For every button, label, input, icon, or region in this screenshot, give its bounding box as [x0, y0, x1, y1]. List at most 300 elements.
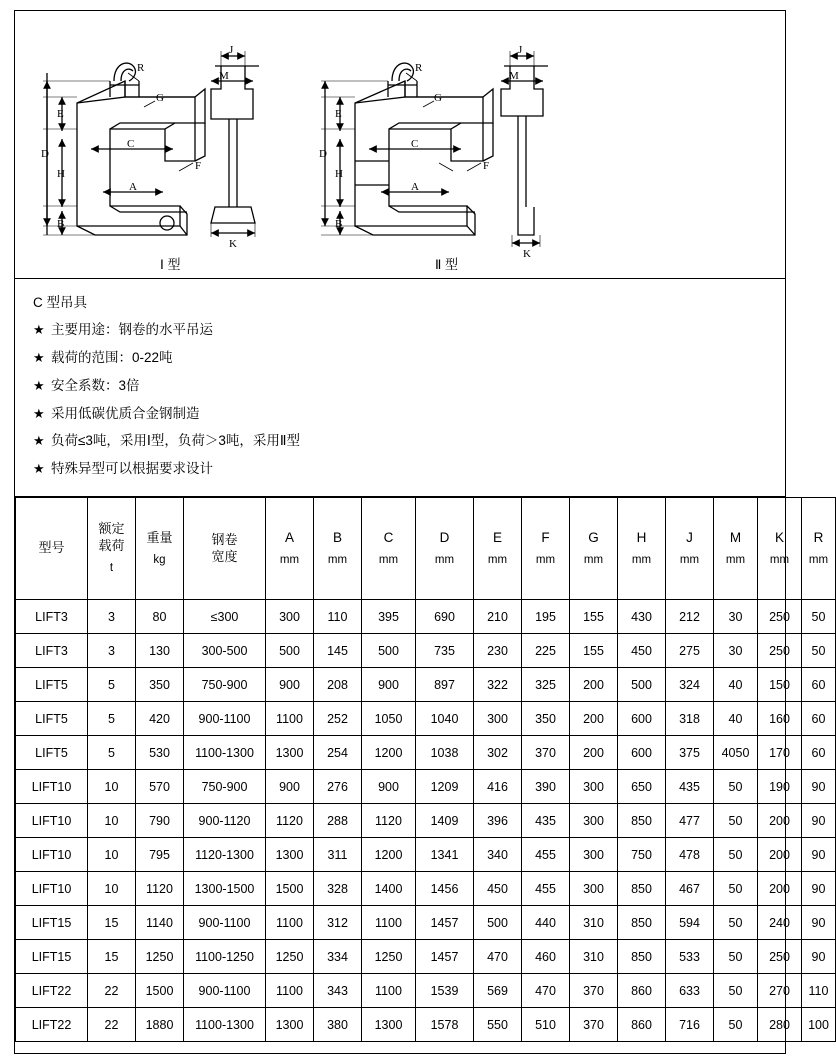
cell-F: 325 — [522, 668, 570, 702]
cell-coil-width: 900-1120 — [184, 804, 266, 838]
cell-E: 210 — [474, 600, 522, 634]
list-item — [33, 323, 785, 338]
th-E — [474, 498, 522, 600]
cell-B: 110 — [314, 600, 362, 634]
dim2-label-R: R — [415, 62, 423, 74]
cell-coil-width: 900-1100 — [184, 974, 266, 1008]
cell-A: 1100 — [266, 974, 314, 1008]
feature-text: 主要用途：钢卷的水平吊运 — [51, 322, 213, 337]
cell-coil-width: 1100-1300 — [184, 1008, 266, 1042]
dim2-label-M: M — [509, 70, 519, 82]
cell-H: 850 — [618, 872, 666, 906]
star-icon: ★ — [33, 461, 45, 477]
cell-J: 477 — [666, 804, 714, 838]
th-A-label: A — [284, 529, 294, 545]
cell-coil-width: 300-500 — [184, 634, 266, 668]
cell-K: 200 — [758, 872, 802, 906]
cell-model: LIFT22 — [16, 1008, 88, 1042]
cell-weight: 1880 — [136, 1008, 184, 1042]
cell-K: 250 — [758, 600, 802, 634]
cell-G: 200 — [570, 668, 618, 702]
th-C-label: C — [383, 529, 394, 545]
cell-J: 533 — [666, 940, 714, 974]
feature-text: 载荷的范围：0-22吨 — [51, 349, 173, 365]
cell-H: 850 — [618, 906, 666, 940]
th-R-unit: mm — [808, 553, 829, 566]
cell-G: 300 — [570, 872, 618, 906]
th-weight-unit: kg — [153, 553, 166, 566]
cell-weight: 420 — [136, 702, 184, 736]
table-row — [16, 906, 836, 940]
cell-model: LIFT15 — [16, 940, 88, 974]
cell-G: 310 — [570, 906, 618, 940]
th-C-unit: mm — [378, 553, 399, 566]
cell-R: 90 — [802, 804, 836, 838]
cell-load: 10 — [88, 770, 136, 804]
cell-coil-width: 1100-1300 — [184, 736, 266, 770]
cell-K: 270 — [758, 974, 802, 1008]
th-F-label: F — [541, 529, 550, 545]
dim2-label-E: E — [335, 108, 342, 120]
th-rated-load-line1: 额定 — [98, 521, 125, 537]
cell-R: 90 — [802, 872, 836, 906]
cell-E: 550 — [474, 1008, 522, 1042]
table-row — [16, 974, 836, 1008]
cell-weight: 530 — [136, 736, 184, 770]
dim2-label-F: F — [483, 160, 490, 172]
cell-C: 1050 — [362, 702, 416, 736]
cell-J: 375 — [666, 736, 714, 770]
dim2-label-H: H — [335, 168, 343, 180]
cell-F: 370 — [522, 736, 570, 770]
table-header — [16, 498, 836, 600]
feature-text: 安全系数：3倍 — [51, 377, 140, 393]
cell-M: 50 — [714, 1008, 758, 1042]
cell-A: 1120 — [266, 804, 314, 838]
cell-coil-width: 1120-1300 — [184, 838, 266, 872]
list-item — [33, 462, 785, 477]
dim2-label-J: J — [518, 44, 523, 56]
cell-weight: 1140 — [136, 906, 184, 940]
cell-R: 90 — [802, 906, 836, 940]
cell-H: 450 — [618, 634, 666, 668]
cell-F: 440 — [522, 906, 570, 940]
cell-M: 30 — [714, 600, 758, 634]
cell-weight: 1120 — [136, 872, 184, 906]
spec-table — [15, 497, 836, 1042]
cell-F: 435 — [522, 804, 570, 838]
th-J-label: J — [686, 529, 693, 545]
dim2-label-D: D — [319, 148, 327, 160]
cell-E: 302 — [474, 736, 522, 770]
cell-B: 254 — [314, 736, 362, 770]
cell-M: 50 — [714, 838, 758, 872]
th-M-label: M — [729, 529, 742, 545]
th-rated-load-line2: 载荷 — [98, 538, 125, 554]
cell-load: 22 — [88, 1008, 136, 1042]
cell-coil-width: 1300-1500 — [184, 872, 266, 906]
th-D-label: D — [439, 529, 450, 545]
dim2-label-B: B — [335, 218, 343, 230]
th-rated-load-unit: t — [109, 562, 114, 575]
cell-model: LIFT5 — [16, 736, 88, 770]
cell-K: 190 — [758, 770, 802, 804]
th-E-unit: mm — [487, 553, 508, 566]
cell-M: 50 — [714, 872, 758, 906]
cell-J: 594 — [666, 906, 714, 940]
cell-R: 60 — [802, 702, 836, 736]
table-row — [16, 736, 836, 770]
cell-B: 208 — [314, 668, 362, 702]
th-M-unit: mm — [725, 553, 746, 566]
cell-weight: 790 — [136, 804, 184, 838]
dim-label-K: K — [229, 238, 237, 250]
th-H-label: H — [636, 529, 647, 545]
dim-label-B: B — [57, 218, 65, 230]
feature-text: 负荷≤3吨，采用Ⅰ型，负荷＞3吨，采用Ⅱ型 — [51, 433, 301, 449]
cell-M: 50 — [714, 940, 758, 974]
cell-A: 1100 — [266, 702, 314, 736]
type-2-label: Ⅱ 型 — [435, 257, 459, 272]
cell-M: 40 — [714, 702, 758, 736]
table-body — [16, 600, 836, 1042]
dim-label-D: D — [41, 148, 49, 160]
star-icon: ★ — [33, 405, 45, 421]
cell-F: 470 — [522, 974, 570, 1008]
th-G-unit: mm — [583, 553, 604, 566]
list-item — [33, 434, 785, 449]
dim2-label-C: C — [411, 138, 419, 150]
cell-K: 200 — [758, 838, 802, 872]
star-icon: ★ — [33, 433, 45, 449]
cell-C: 900 — [362, 770, 416, 804]
cell-B: 252 — [314, 702, 362, 736]
cell-load: 22 — [88, 974, 136, 1008]
feature-text: 特殊异型可以根据要求设计 — [51, 461, 213, 477]
cell-C: 1200 — [362, 838, 416, 872]
spec-sheet — [14, 10, 829, 1054]
cell-F: 510 — [522, 1008, 570, 1042]
th-R — [802, 498, 836, 600]
cell-R: 90 — [802, 838, 836, 872]
cell-H: 860 — [618, 974, 666, 1008]
th-M — [714, 498, 758, 600]
cell-E: 340 — [474, 838, 522, 872]
cell-B: 288 — [314, 804, 362, 838]
th-rated-load — [88, 498, 136, 600]
cell-E: 230 — [474, 634, 522, 668]
list-item — [33, 407, 785, 422]
dim-label-E: E — [57, 108, 64, 120]
list-item — [33, 379, 785, 394]
table-row — [16, 770, 836, 804]
cell-D: 1457 — [416, 906, 474, 940]
cell-H: 650 — [618, 770, 666, 804]
cell-load: 3 — [88, 634, 136, 668]
description-block — [15, 279, 785, 497]
cell-coil-width: 1100-1250 — [184, 940, 266, 974]
th-A-unit: mm — [279, 553, 300, 566]
dim-label-F: F — [195, 160, 202, 172]
th-K-unit: mm — [769, 553, 790, 566]
cell-M: 50 — [714, 974, 758, 1008]
cell-C: 500 — [362, 634, 416, 668]
cell-A: 1500 — [266, 872, 314, 906]
cell-A: 300 — [266, 600, 314, 634]
cell-model: LIFT10 — [16, 804, 88, 838]
cell-F: 390 — [522, 770, 570, 804]
cell-A: 1300 — [266, 838, 314, 872]
cell-K: 250 — [758, 634, 802, 668]
table-row — [16, 1008, 836, 1042]
cell-G: 300 — [570, 838, 618, 872]
th-F-unit: mm — [535, 553, 556, 566]
cell-C: 1100 — [362, 906, 416, 940]
cell-R: 60 — [802, 736, 836, 770]
dim-label-A: A — [129, 181, 137, 193]
cell-H: 750 — [618, 838, 666, 872]
cell-F: 225 — [522, 634, 570, 668]
cell-A: 900 — [266, 770, 314, 804]
cell-M: 50 — [714, 770, 758, 804]
cell-M: 50 — [714, 906, 758, 940]
cell-R: 90 — [802, 770, 836, 804]
cell-G: 155 — [570, 634, 618, 668]
cell-D: 1539 — [416, 974, 474, 1008]
cell-J: 212 — [666, 600, 714, 634]
cell-K: 250 — [758, 940, 802, 974]
cell-F: 460 — [522, 940, 570, 974]
cell-R: 50 — [802, 600, 836, 634]
cell-model: LIFT5 — [16, 702, 88, 736]
cell-load: 10 — [88, 838, 136, 872]
th-coil-width — [184, 498, 266, 600]
cell-E: 470 — [474, 940, 522, 974]
product-diagram — [15, 11, 785, 279]
cell-J: 467 — [666, 872, 714, 906]
th-weight — [136, 498, 184, 600]
cell-B: 328 — [314, 872, 362, 906]
type-1-label: Ⅰ 型 — [160, 257, 181, 272]
cell-C: 1120 — [362, 804, 416, 838]
cell-K: 150 — [758, 668, 802, 702]
cell-M: 4050 — [714, 736, 758, 770]
th-G — [570, 498, 618, 600]
th-B — [314, 498, 362, 600]
cell-G: 310 — [570, 940, 618, 974]
cell-weight: 350 — [136, 668, 184, 702]
cell-G: 300 — [570, 804, 618, 838]
cell-B: 334 — [314, 940, 362, 974]
cell-E: 450 — [474, 872, 522, 906]
dim2-label-G: G — [434, 92, 442, 104]
cell-coil-width: 750-900 — [184, 668, 266, 702]
cell-C: 900 — [362, 668, 416, 702]
dim-label-M: M — [219, 70, 229, 82]
cell-C: 395 — [362, 600, 416, 634]
cell-J: 478 — [666, 838, 714, 872]
header-row — [16, 498, 836, 600]
th-R-label: R — [813, 529, 824, 545]
cell-D: 1578 — [416, 1008, 474, 1042]
cell-A: 900 — [266, 668, 314, 702]
th-J — [666, 498, 714, 600]
cell-model: LIFT15 — [16, 906, 88, 940]
cell-weight: 795 — [136, 838, 184, 872]
th-H — [618, 498, 666, 600]
cell-model: LIFT10 — [16, 872, 88, 906]
cell-coil-width: 900-1100 — [184, 702, 266, 736]
cell-D: 1409 — [416, 804, 474, 838]
cell-F: 350 — [522, 702, 570, 736]
cell-E: 500 — [474, 906, 522, 940]
cell-weight: 130 — [136, 634, 184, 668]
cell-model: LIFT22 — [16, 974, 88, 1008]
th-F — [522, 498, 570, 600]
cell-C: 1400 — [362, 872, 416, 906]
cell-coil-width: ≤300 — [184, 600, 266, 634]
cell-R: 90 — [802, 940, 836, 974]
cell-J: 633 — [666, 974, 714, 1008]
cell-K: 160 — [758, 702, 802, 736]
cell-load: 10 — [88, 872, 136, 906]
cell-C: 1300 — [362, 1008, 416, 1042]
th-B-unit: mm — [327, 553, 348, 566]
cell-H: 860 — [618, 1008, 666, 1042]
th-E-label: E — [492, 529, 502, 545]
th-C — [362, 498, 416, 600]
cell-H: 500 — [618, 668, 666, 702]
cell-A: 1100 — [266, 906, 314, 940]
cell-weight: 1500 — [136, 974, 184, 1008]
cell-weight: 570 — [136, 770, 184, 804]
cell-B: 343 — [314, 974, 362, 1008]
cell-A: 500 — [266, 634, 314, 668]
table-row — [16, 838, 836, 872]
cell-D: 735 — [416, 634, 474, 668]
th-G-label: G — [588, 529, 599, 545]
cell-B: 311 — [314, 838, 362, 872]
c-hook-drawing — [15, 11, 785, 277]
th-K-label: K — [774, 529, 784, 545]
th-J-unit: mm — [679, 553, 700, 566]
th-coil-line1: 钢卷 — [211, 531, 238, 547]
cell-R: 110 — [802, 974, 836, 1008]
cell-D: 1456 — [416, 872, 474, 906]
cell-B: 380 — [314, 1008, 362, 1042]
cell-M: 40 — [714, 668, 758, 702]
cell-D: 690 — [416, 600, 474, 634]
cell-K: 170 — [758, 736, 802, 770]
dim2-label-A: A — [411, 181, 419, 193]
cell-M: 50 — [714, 804, 758, 838]
cell-D: 1341 — [416, 838, 474, 872]
cell-G: 200 — [570, 702, 618, 736]
cell-H: 430 — [618, 600, 666, 634]
cell-C: 1200 — [362, 736, 416, 770]
table-row — [16, 804, 836, 838]
table-row — [16, 940, 836, 974]
cell-H: 600 — [618, 702, 666, 736]
cell-F: 455 — [522, 872, 570, 906]
cell-J: 275 — [666, 634, 714, 668]
cell-B: 276 — [314, 770, 362, 804]
th-D — [416, 498, 474, 600]
th-model — [16, 498, 88, 600]
cell-load: 3 — [88, 600, 136, 634]
product-title: C 型吊具 — [33, 295, 87, 310]
cell-load: 5 — [88, 736, 136, 770]
cell-model: LIFT10 — [16, 770, 88, 804]
cell-coil-width: 750-900 — [184, 770, 266, 804]
th-A — [266, 498, 314, 600]
cell-weight: 80 — [136, 600, 184, 634]
cell-load: 10 — [88, 804, 136, 838]
cell-load: 5 — [88, 702, 136, 736]
cell-E: 416 — [474, 770, 522, 804]
cell-K: 240 — [758, 906, 802, 940]
cell-K: 200 — [758, 804, 802, 838]
cell-A: 1300 — [266, 736, 314, 770]
cell-G: 370 — [570, 974, 618, 1008]
cell-H: 850 — [618, 940, 666, 974]
feature-list — [33, 323, 785, 477]
cell-D: 897 — [416, 668, 474, 702]
cell-J: 324 — [666, 668, 714, 702]
cell-A: 1250 — [266, 940, 314, 974]
cell-weight: 1250 — [136, 940, 184, 974]
table-row — [16, 600, 836, 634]
cell-load: 5 — [88, 668, 136, 702]
cell-model: LIFT3 — [16, 634, 88, 668]
feature-text: 采用低碳优质合金钢制造 — [51, 405, 200, 421]
cell-E: 569 — [474, 974, 522, 1008]
dim-label-C: C — [127, 138, 135, 150]
th-B-label: B — [332, 529, 342, 545]
list-item — [33, 351, 785, 366]
cell-E: 322 — [474, 668, 522, 702]
th-weight-label: 重量 — [146, 530, 173, 546]
cell-load: 15 — [88, 940, 136, 974]
cell-J: 435 — [666, 770, 714, 804]
dim-label-R: R — [137, 62, 145, 74]
table-row — [16, 872, 836, 906]
cell-E: 300 — [474, 702, 522, 736]
cell-G: 200 — [570, 736, 618, 770]
cell-J: 318 — [666, 702, 714, 736]
table-row — [16, 668, 836, 702]
star-icon: ★ — [33, 377, 45, 393]
cell-J: 716 — [666, 1008, 714, 1042]
dim-label-H: H — [57, 168, 65, 180]
star-icon: ★ — [33, 349, 45, 365]
cell-R: 60 — [802, 668, 836, 702]
cell-B: 145 — [314, 634, 362, 668]
cell-G: 370 — [570, 1008, 618, 1042]
cell-H: 600 — [618, 736, 666, 770]
cell-D: 1040 — [416, 702, 474, 736]
th-H-unit: mm — [631, 553, 652, 566]
cell-C: 1100 — [362, 974, 416, 1008]
th-coil-line2: 宽度 — [211, 548, 238, 564]
cell-model: LIFT10 — [16, 838, 88, 872]
star-icon: ★ — [33, 322, 45, 337]
cell-D: 1209 — [416, 770, 474, 804]
th-D-unit: mm — [434, 553, 455, 566]
cell-E: 396 — [474, 804, 522, 838]
dim-label-J: J — [229, 44, 234, 56]
th-K — [758, 498, 802, 600]
